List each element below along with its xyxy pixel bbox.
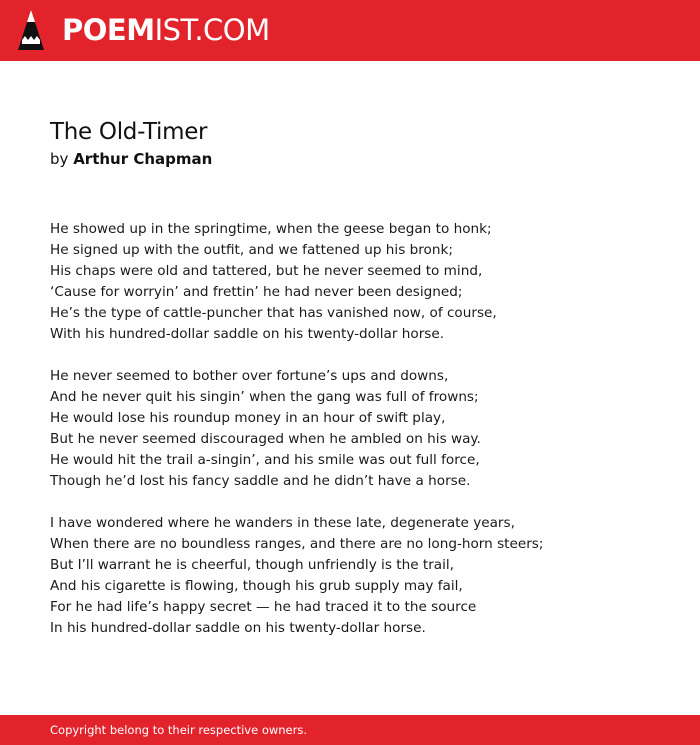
pencil-icon[interactable] bbox=[18, 10, 44, 50]
brand-bold: POEM bbox=[62, 13, 155, 47]
poem-line: And he never quit his singin’ when the gang was full of frowns; bbox=[50, 389, 479, 405]
poem-line: His chaps were old and tattered, but he never seemed to mind, bbox=[50, 263, 483, 279]
poem-body bbox=[50, 219, 670, 660]
poem-title: The Old-Timer bbox=[50, 119, 208, 145]
poem-line: But I’ll warrant he is cheerful, though unfriendly is the trail, bbox=[50, 557, 454, 573]
poem-line: ‘Cause for worryin’ and frettin’ he had never been designed; bbox=[50, 284, 463, 300]
poem-line: With his hundred-dollar saddle on his twenty-dollar horse. bbox=[50, 326, 445, 342]
poem-line: He signed up with the outfit, and we fattened up his bronk; bbox=[50, 242, 453, 258]
poem-line: He showed up in the springtime, when the geese began to honk; bbox=[50, 221, 492, 237]
copyright-text: Copyright belong to their respective owners. bbox=[50, 723, 308, 737]
poem-line: For he had life’s happy secret — he had traced it to the source bbox=[50, 599, 477, 615]
byline bbox=[50, 149, 212, 169]
poem-line: I have wondered where he wanders in these late, degenerate years, bbox=[50, 515, 515, 531]
poem-line: When there are no boundless ranges, and there are no long-horn steers; bbox=[50, 536, 544, 552]
poem-line: He would lose his roundup money in an hour of swift play, bbox=[50, 410, 446, 426]
stanza bbox=[50, 219, 670, 345]
poem-line: And his cigarette is flowing, though his grub supply may fail, bbox=[50, 578, 463, 594]
by-label: by bbox=[50, 150, 69, 168]
poem-line: But he never seemed discouraged when he ambled on his way. bbox=[50, 431, 481, 447]
stanza bbox=[50, 513, 670, 639]
poem-line: Though he’d lost his fancy saddle and he didn’t have a horse. bbox=[50, 473, 471, 489]
poem-line: He’s the type of cattle-puncher that has vanished now, of course, bbox=[50, 305, 497, 321]
author-name: Arthur Chapman bbox=[73, 150, 213, 168]
poem-line: In his hundred-dollar saddle on his twenty-dollar horse. bbox=[50, 620, 426, 636]
stanza bbox=[50, 366, 670, 492]
brand-light: IST.COM bbox=[154, 13, 270, 47]
footer bbox=[0, 715, 700, 745]
poem-line: He never seemed to bother over fortune’s ups and downs, bbox=[50, 368, 449, 384]
top-bar bbox=[0, 0, 700, 61]
site-logo[interactable] bbox=[62, 12, 270, 48]
poem-line: He would hit the trail a-singin’, and his smile was out full force, bbox=[50, 452, 480, 468]
